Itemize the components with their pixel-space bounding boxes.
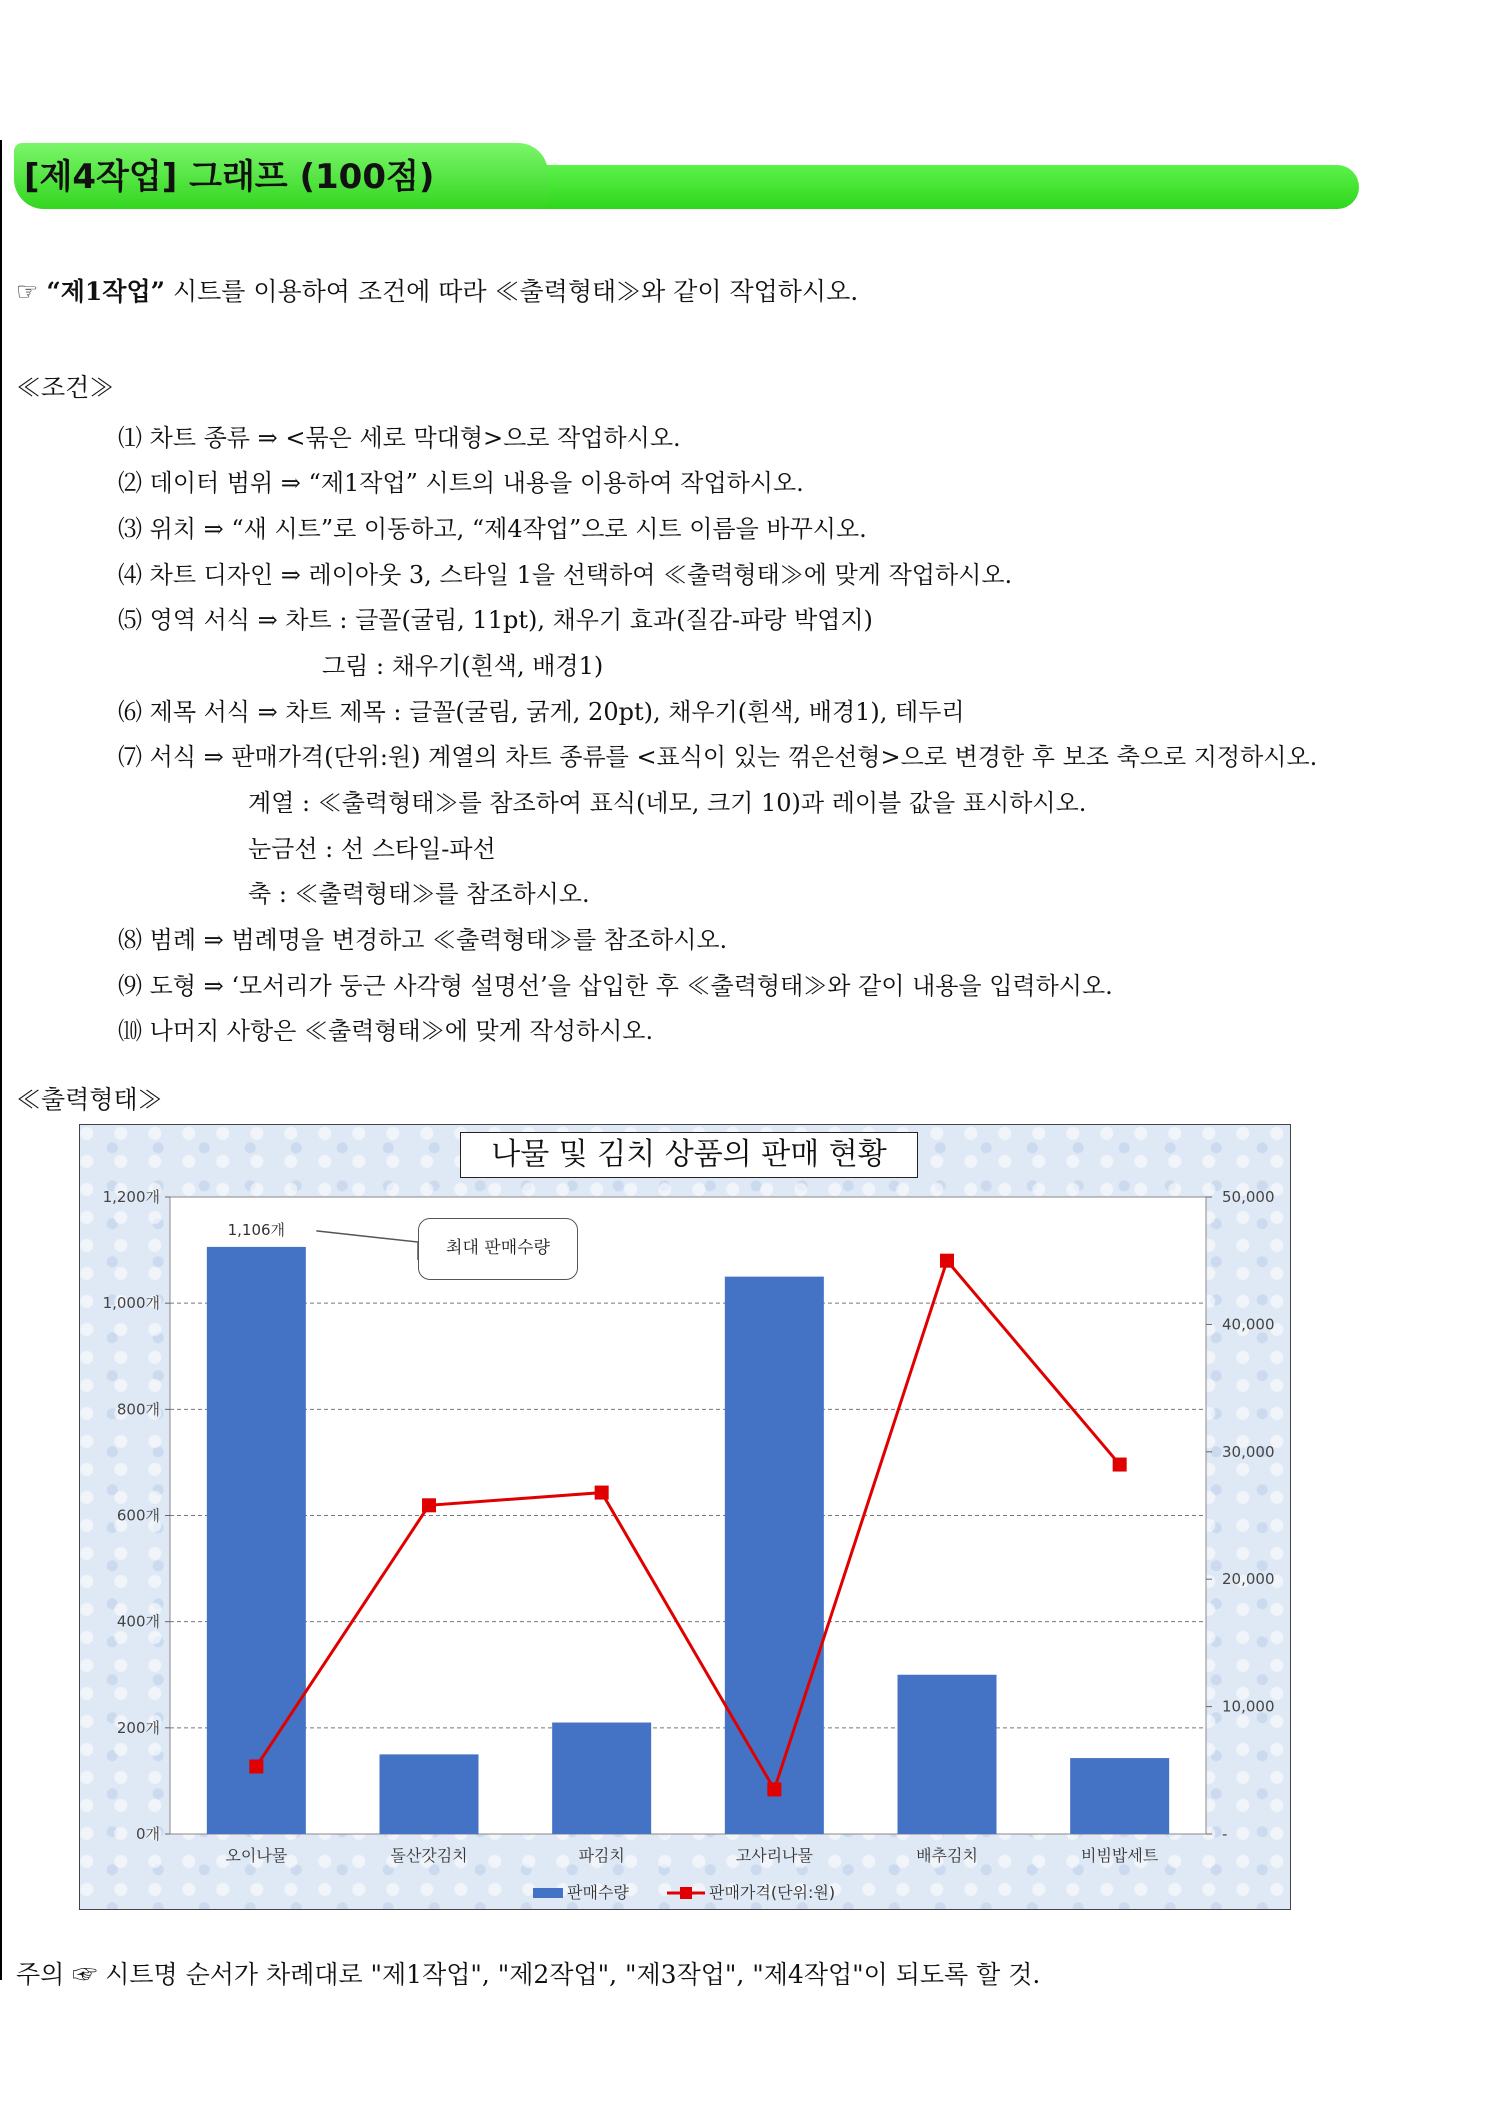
section-title: [제4작업] 그래프 (100점): [24, 157, 435, 197]
primary-tick-label: 1,200개: [102, 1188, 160, 1206]
condition-4: ⑷ 차트 디자인 ⇒ 레이아웃 3, 스타일 1을 선택하여 ≪출력형태≫에 맞게 작업하시오.: [118, 561, 1013, 589]
category-label: 오이나물: [225, 1846, 288, 1865]
category-label: 파김치: [578, 1846, 625, 1865]
left-margin-rule: [0, 140, 2, 1980]
condition-7-gridlines: 눈금선 : 선 스타일-파선: [248, 835, 496, 863]
output-heading: ≪출력형태≫: [16, 1085, 163, 1114]
secondary-tick-label: 10,000: [1222, 1697, 1275, 1716]
bar: [207, 1247, 306, 1834]
condition-5: ⑸ 영역 서식 ⇒ 차트 : 글꼴(굴림, 11pt), 채우기 효과(질감-파랑 박엽지): [118, 606, 873, 634]
legend-bar-swatch: [533, 1888, 563, 1898]
line-marker: [249, 1759, 263, 1773]
legend-line-label: 판매가격(단위:원): [709, 1883, 836, 1902]
condition-1: ⑴ 차트 종류 ⇒ <묶은 세로 막대형>으로 작업하시오.: [118, 424, 681, 452]
line-marker: [595, 1486, 609, 1500]
chart-title: 나물 및 김치 상품의 판매 현황: [460, 1132, 918, 1178]
primary-tick-label: 800개: [116, 1400, 160, 1419]
section-banner: [14, 143, 1362, 209]
category-label: 고사리나물: [735, 1846, 813, 1865]
bar: [1070, 1758, 1169, 1834]
legend-bar-label: 판매수량: [567, 1883, 629, 1902]
line-marker: [940, 1254, 954, 1268]
secondary-tick-label: 30,000: [1222, 1442, 1275, 1461]
condition-9: ⑼ 도형 ⇒ ‘모서리가 둥근 사각형 설명선’을 삽입한 후 ≪출력형태≫와 같이 내용을 입력하시오.: [118, 972, 1113, 1000]
bar: [898, 1675, 997, 1834]
sheet-name: “제1작업”: [46, 277, 165, 306]
category-label: 비빔밥세트: [1081, 1846, 1159, 1865]
combo-chart: [80, 1125, 1292, 1911]
data-label: 1,106개: [227, 1220, 286, 1239]
primary-tick-label: 0개: [135, 1825, 160, 1843]
category-label: 돌산갓김치: [390, 1846, 468, 1865]
chart-area: [79, 1124, 1291, 1910]
line-marker: [767, 1782, 781, 1796]
condition-8: ⑻ 범례 ⇒ 범례명을 변경하고 ≪출력형태≫를 참조하시오.: [118, 926, 728, 954]
condition-2: ⑵ 데이터 범위 ⇒ “제1작업” 시트의 내용을 이용하여 작업하시오.: [118, 469, 804, 497]
secondary-tick-label: 20,000: [1222, 1570, 1275, 1589]
bar: [380, 1754, 479, 1834]
condition-5-sub: 그림 : 채우기(흰색, 배경1): [322, 652, 604, 680]
condition-3: ⑶ 위치 ⇒ “새 시트”로 이동하고, “제4작업”으로 시트 이름을 바꾸시오.: [118, 515, 867, 543]
condition-7: ⑺ 서식 ⇒ 판매가격(단위:원) 계열의 차트 종류를 <표식이 있는 꺾은선형>으로 변경한 후 보조 축으로 지정하시오.: [118, 743, 1318, 771]
line-marker: [1113, 1458, 1127, 1472]
secondary-tick-label: -: [1222, 1825, 1228, 1843]
instruction-line: [16, 272, 858, 308]
line-marker: [422, 1498, 436, 1512]
primary-tick-label: 200개: [116, 1718, 160, 1737]
bar: [552, 1723, 651, 1834]
pointing-hand-icon: ☞: [16, 277, 39, 306]
condition-10: ⑽ 나머지 사항은 ≪출력형태≫에 맞게 작성하시오.: [118, 1017, 654, 1045]
condition-6: ⑹ 제목 서식 ⇒ 차트 제목 : 글꼴(굴림, 굵게, 20pt), 채우기(흰색, 배경1), 테두리: [118, 698, 965, 726]
callout-shape: 최대 판매수량: [418, 1218, 578, 1280]
instruction-text: 시트를 이용하여 조건에 따라 ≪출력형태≫와 같이 작업하시오.: [172, 277, 859, 306]
primary-tick-label: 1,000개: [102, 1294, 160, 1313]
primary-tick-label: 600개: [116, 1506, 160, 1525]
secondary-tick-label: 50,000: [1222, 1188, 1275, 1206]
condition-7-axis: 축 : ≪출력형태≫를 참조하시오.: [248, 880, 590, 908]
conditions-heading: ≪조건≫: [16, 373, 115, 402]
condition-7-series: 계열 : ≪출력형태≫를 참조하여 표식(네모, 크기 10)과 레이블 값을 표시하시오.: [248, 789, 1087, 817]
footer-note: 주의 ☞ 시트명 순서가 차례대로 "제1작업", "제2작업", "제3작업", "제4작업"이 되도록 할 것.: [16, 1960, 1041, 1989]
primary-tick-label: 400개: [116, 1612, 160, 1631]
secondary-tick-label: 40,000: [1222, 1315, 1275, 1334]
bar: [725, 1277, 824, 1834]
legend-line-marker: [680, 1887, 692, 1899]
category-label: 배추김치: [916, 1846, 978, 1865]
